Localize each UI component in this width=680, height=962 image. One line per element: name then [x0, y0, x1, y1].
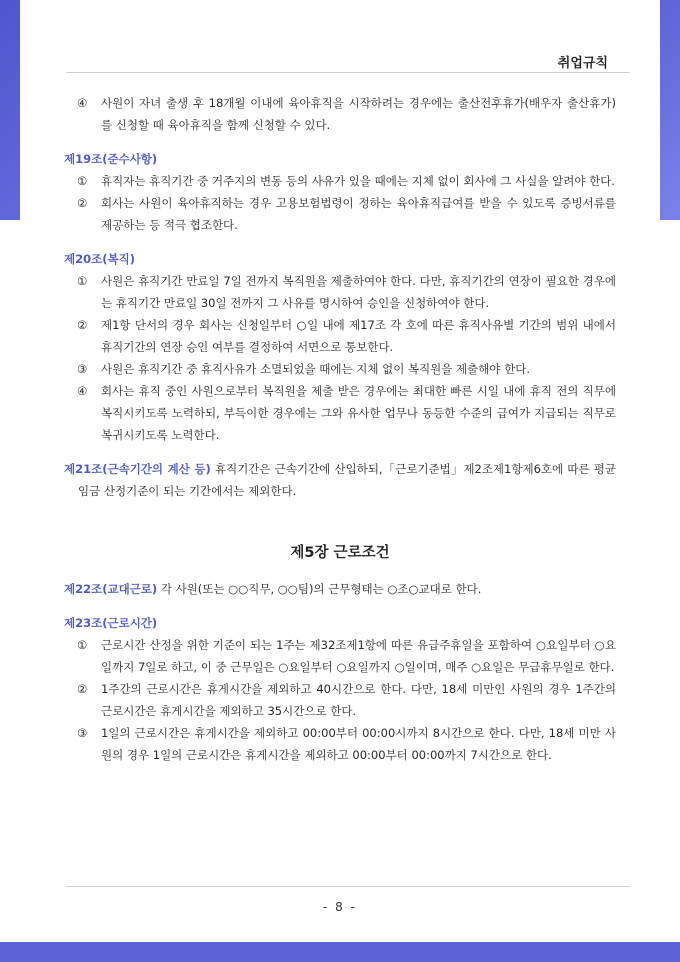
list-item [77, 192, 616, 236]
item-text: 1일의 근로시간은 휴게시간을 제외하고 00:00부터 00:00시까지 8시간으로 한다. 다만, 18세 미만 사원의 경우 1일의 근로시간은 휴게시간을 제외하고 00:00부터 00:00까지 7시간으로 한다. [101, 726, 616, 762]
article-22 [64, 578, 616, 600]
article-19-heading: 제19조(준수사항) [64, 152, 158, 166]
document-page [20, 0, 660, 942]
item-text: 휴직자는 휴직기간 중 거주지의 변동 등의 사유가 있을 때에는 지체 없이 회사에 그 사실을 알려야 한다. [101, 174, 615, 188]
page-content [64, 92, 616, 766]
item-text: 사원이 자녀 출생 후 18개월 이내에 육아휴직을 시작하려는 경우에는 출산전후휴가(배우자 출산휴가)를 신청할 때 육아휴직을 함께 신청할 수 있다. [101, 96, 616, 132]
item-text: 사원은 휴직기간 중 휴직사유가 소멸되었을 때에는 지체 없이 복직원을 제출해야 한다. [101, 362, 531, 376]
header-title: 취업규칙 [557, 56, 608, 71]
item-text: 제1항 단서의 경우 회사는 신청일부터 ○일 내에 제17조 각 호에 따른 휴직사유별 기간의 범위 내에서 휴직기간의 연장 승인 여부를 결정하여 서면으로 통보한다. [101, 318, 616, 354]
list-item [77, 270, 616, 314]
article-21-text: 휴직기간은 근속기간에 산입하되,「근로기준법」제2조제1항제6호에 따른 평균임금 산정기준이 되는 기간에서는 제외한다. [78, 462, 616, 498]
item-text: 1주간의 근로시간은 휴게시간을 제외하고 40시간으로 한다. 다만, 18세 미만인 사원의 경우 1주간의 근로시간은 휴게시간을 제외하고 35시간으로 한다. [101, 682, 616, 718]
background-bottom-band [0, 942, 680, 962]
list-item [77, 678, 616, 722]
item-number: ① [77, 638, 88, 652]
item-number: ① [77, 274, 88, 288]
list-item [77, 314, 616, 358]
list-item [77, 722, 616, 766]
item-text: 근로시간 산정을 위한 기준이 되는 1주는 제32조제1항에 따른 유급주휴일을 포함하여 ○요일부터 ○요일까지 7일로 하고, 이 중 근무일은 ○요일부터 ○요일까지 ○일이며, 매주 ○요일은 무급휴무일로 한다. [101, 638, 616, 674]
item-number: ④ [77, 96, 88, 110]
item-number: ④ [77, 384, 88, 398]
article-22-text: 각 사원(또는 ○○직무, ○○팀)의 근무형태는 ○조○교대로 한다. [157, 582, 482, 596]
item-text: 회사는 휴직 중인 사원으로부터 복직원을 제출 받은 경우에는 최대한 빠른 시일 내에 휴직 전의 직무에 복직시키도록 노력하되, 부득이한 경우에는 그와 유사한 업무나 동등한 수준의 급여가 지급되는 직무로 복귀시키도록 노력한다. [101, 384, 616, 442]
article-20-heading: 제20조(복직) [64, 252, 135, 266]
item-number: ③ [77, 362, 88, 376]
item-text: 사원은 휴직기간 만료일 7일 전까지 복직원을 제출하여야 한다. 다만, 휴직기간의 연장이 필요한 경우에는 휴직기간 만료일 30일 전까지 그 사유를 명시하여 승인을 신청하여야 한다. [101, 274, 616, 310]
list-item [77, 170, 616, 192]
footer-divider [66, 886, 630, 887]
page-number: - 8 - [323, 900, 357, 914]
article-21 [64, 458, 616, 502]
list-item [77, 380, 616, 446]
item-number: ② [77, 682, 88, 696]
list-item [77, 92, 616, 136]
item-number: ③ [77, 726, 88, 740]
article-21-label: 제21조(근속기간의 계산 등) [64, 462, 211, 476]
list-item [77, 634, 616, 678]
item-number: ② [77, 318, 88, 332]
list-item [77, 358, 616, 380]
article-22-label: 제22조(교대근로) [64, 582, 158, 596]
item-text: 회사는 사원이 육아휴직하는 경우 고용보험법령이 정하는 육아휴직급여를 받을 수 있도록 증빙서류를 제공하는 등 적극 협조한다. [101, 196, 616, 232]
item-number: ② [77, 196, 88, 210]
item-number: ① [77, 174, 88, 188]
article-23-heading: 제23조(근로시간) [64, 616, 158, 630]
header-divider [66, 72, 630, 73]
chapter-title: 제5장 근로조건 [290, 545, 390, 561]
